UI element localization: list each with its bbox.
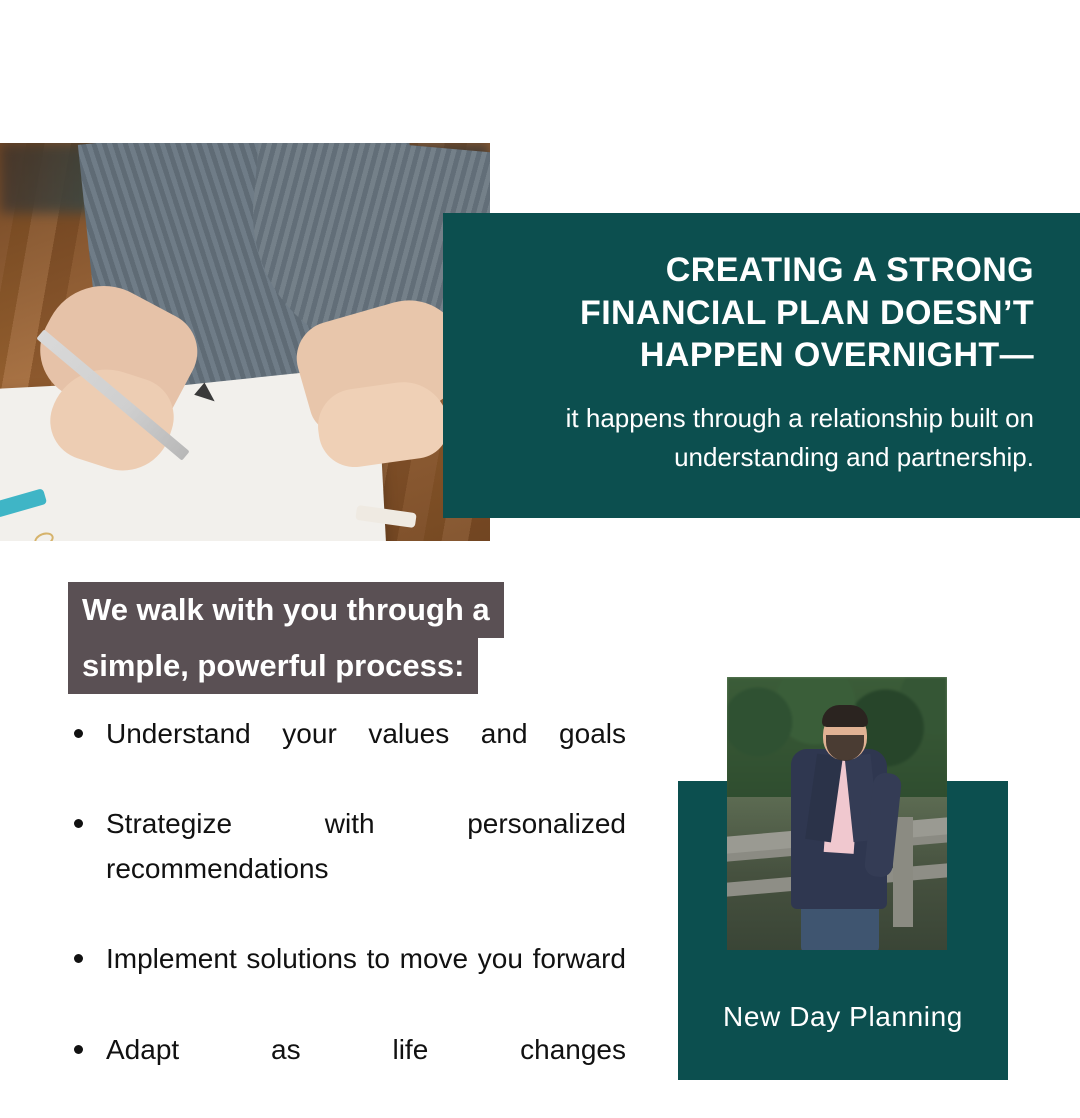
brand-name: New Day Planning <box>723 1001 963 1032</box>
process-heading-line-1: We walk with you through a <box>68 582 504 638</box>
bullet-dot-icon <box>74 819 83 828</box>
list-item-label: Adapt as life changes <box>106 1033 626 1065</box>
portrait-hair <box>822 705 868 727</box>
sketch-photo <box>0 143 490 541</box>
list-item-label: Understand your values and goals <box>106 718 626 749</box>
quote-panel <box>443 213 1080 518</box>
process-step-list <box>66 712 626 1118</box>
quote-subline: it happens through a relationship built on understanding and partnership. <box>565 402 1034 472</box>
list-item <box>66 802 626 935</box>
quote-headline: CREATING A STRONG FINANCIAL PLAN DOESN’T HAPPEN OVERNIGHT— <box>580 251 1034 374</box>
list-item-label: Implement solutions to move you forward <box>106 943 626 975</box>
process-heading-line-2: simple, powerful process: <box>68 638 478 694</box>
bullet-dot-icon <box>74 954 83 963</box>
list-item <box>66 937 626 1025</box>
bullet-dot-icon <box>74 1045 83 1054</box>
process-heading <box>68 582 628 694</box>
bullet-dot-icon <box>74 729 83 738</box>
advisor-portrait <box>727 677 947 950</box>
list-item <box>66 1028 626 1116</box>
list-item <box>66 712 626 800</box>
list-item-label: Strategize with personalized recommendations <box>106 808 626 884</box>
